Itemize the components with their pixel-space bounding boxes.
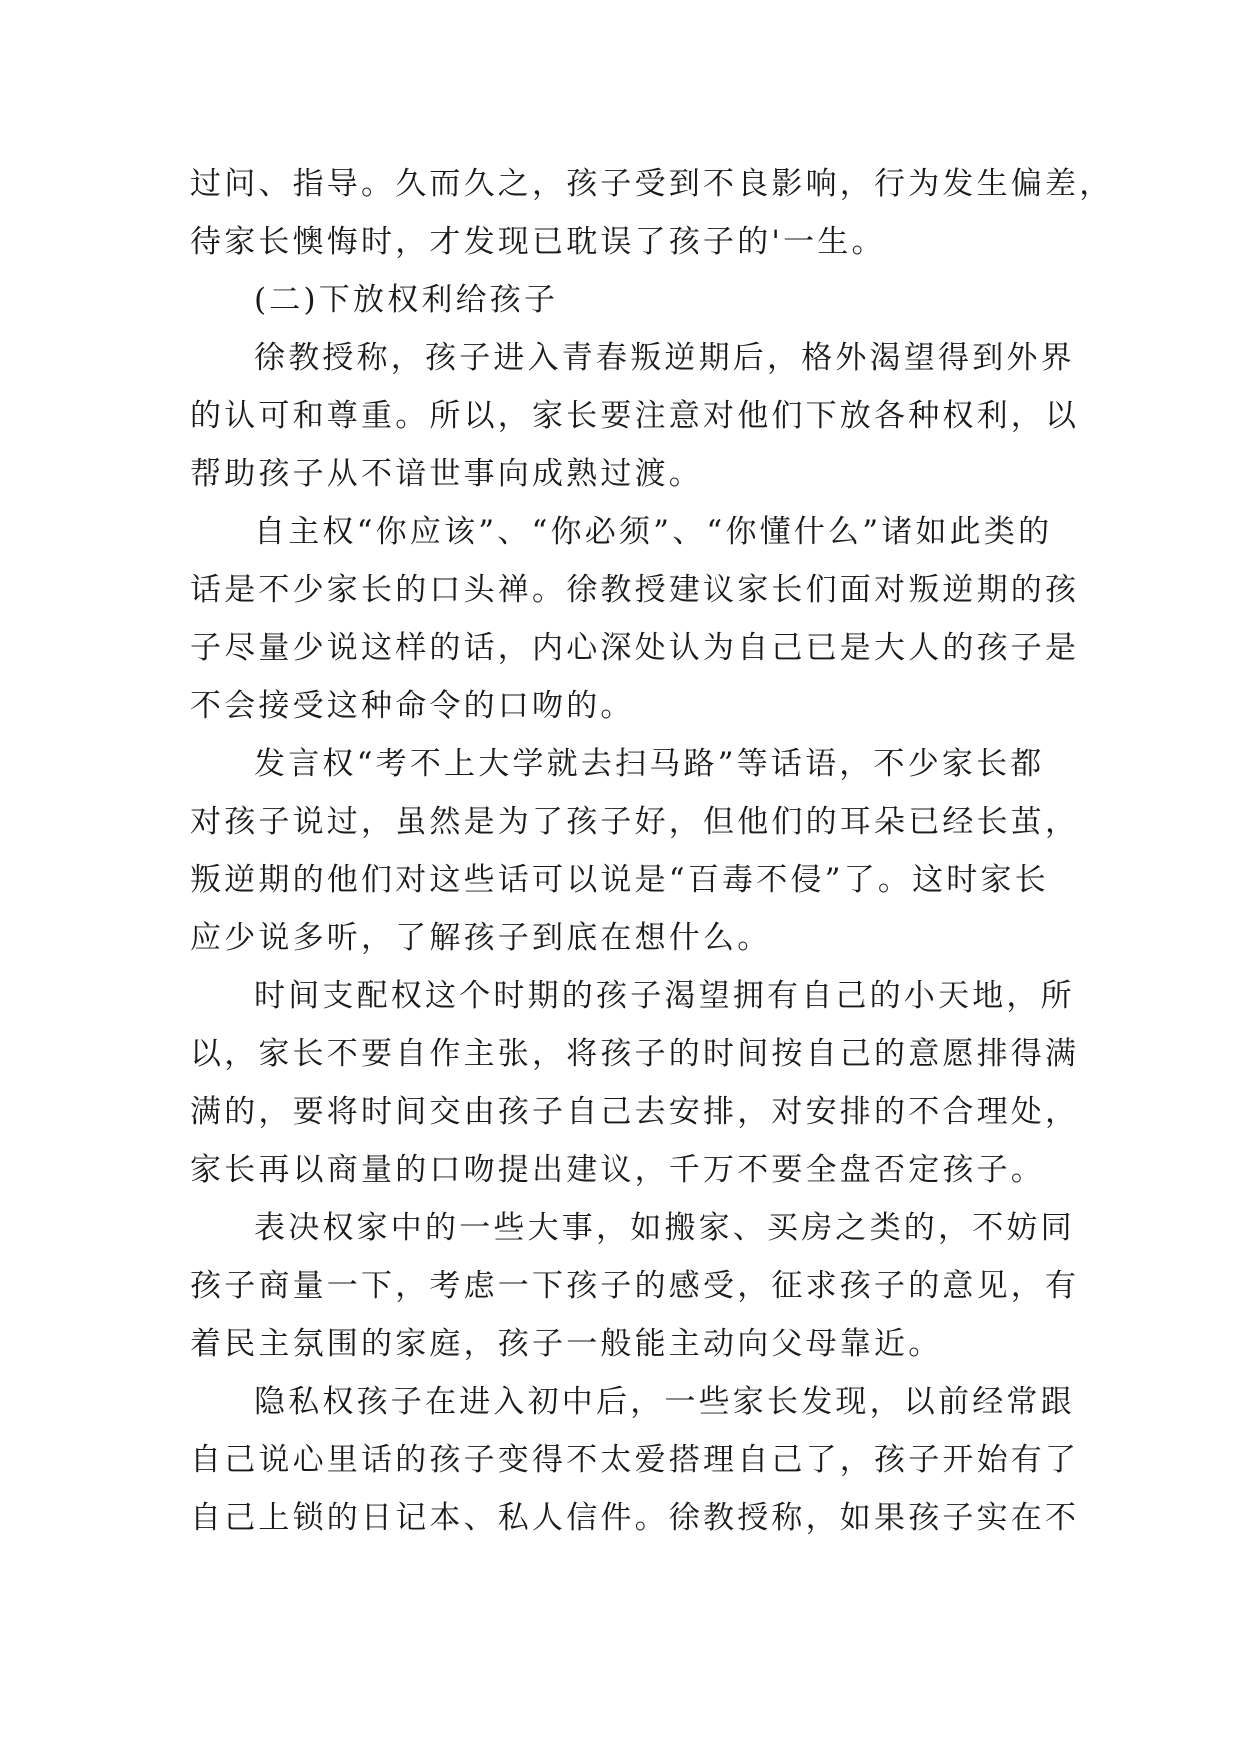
text-line: 着民主氛围的家庭，孩子一般能主动向父母靠近。 xyxy=(190,1326,943,1362)
text-line: 应少说多听，了解孩子到底在想什么。 xyxy=(190,920,772,956)
text-line: 家长再以商量的口吻提出建议，千万不要全盘否定孩子。 xyxy=(190,1152,1045,1188)
text-line: 自主权“你应该”、“你必须”、“你懂什么”诸如此类的 xyxy=(254,514,1053,550)
text-line: 孩子商量一下，考虑一下孩子的感受，征求孩子的意见，有 xyxy=(190,1268,1080,1304)
text-line: 自己上锁的日记本、私人信件。徐教授称，如果孩子实在不 xyxy=(190,1500,1080,1536)
text-line: 话是不少家长的口头禅。徐教授建议家长们面对叛逆期的孩 xyxy=(190,572,1080,608)
text-line: 发言权“考不上大学就去扫马路”等话语，不少家长都 xyxy=(254,746,1045,782)
text-line: 帮助孩子从不谙世事向成熟过渡。 xyxy=(190,456,703,492)
text-line: 待家长懊悔时，才发现已耽误了孩子的'一生。 xyxy=(190,224,886,260)
text-line: 过问、指导。久而久之，孩子受到不良影响，行为发生偏差， xyxy=(190,166,1114,202)
text-line: 子尽量少说这样的话，内心深处认为自己已是大人的孩子是 xyxy=(190,630,1080,666)
text-line: 不会接受这种命令的口吻的。 xyxy=(190,688,635,724)
text-line: 隐私权孩子在进入初中后，一些家长发现，以前经常跟 xyxy=(254,1384,1075,1420)
text-line: 对孩子说过，虽然是为了孩子好，但他们的耳朵已经长茧， xyxy=(190,804,1080,840)
text-line: 时间支配权这个时期的孩子渴望拥有自己的小天地，所 xyxy=(254,978,1075,1014)
text-line: 叛逆期的他们对这些话可以说是“百毒不侵”了。这时家长 xyxy=(190,862,1049,898)
text-line: 徐教授称，孩子进入青春叛逆期后，格外渴望得到外界 xyxy=(254,340,1075,376)
text-line: 满的，要将时间交由孩子自己去安排，对安排的不合理处， xyxy=(190,1094,1080,1130)
text-line: 以，家长不要自作主张，将孩子的时间按自己的意愿排得满 xyxy=(190,1036,1080,1072)
text-line: 自己说心里话的孩子变得不太爱搭理自己了，孩子开始有了 xyxy=(190,1442,1080,1478)
text-line: (二)下放权利给孩子 xyxy=(254,282,559,318)
text-line: 表决权家中的一些大事，如搬家、买房之类的，不妨同 xyxy=(254,1210,1075,1246)
document-body xyxy=(190,155,1114,1547)
text-line: 的认可和尊重。所以，家长要注意对他们下放各种权利，以 xyxy=(190,398,1080,434)
